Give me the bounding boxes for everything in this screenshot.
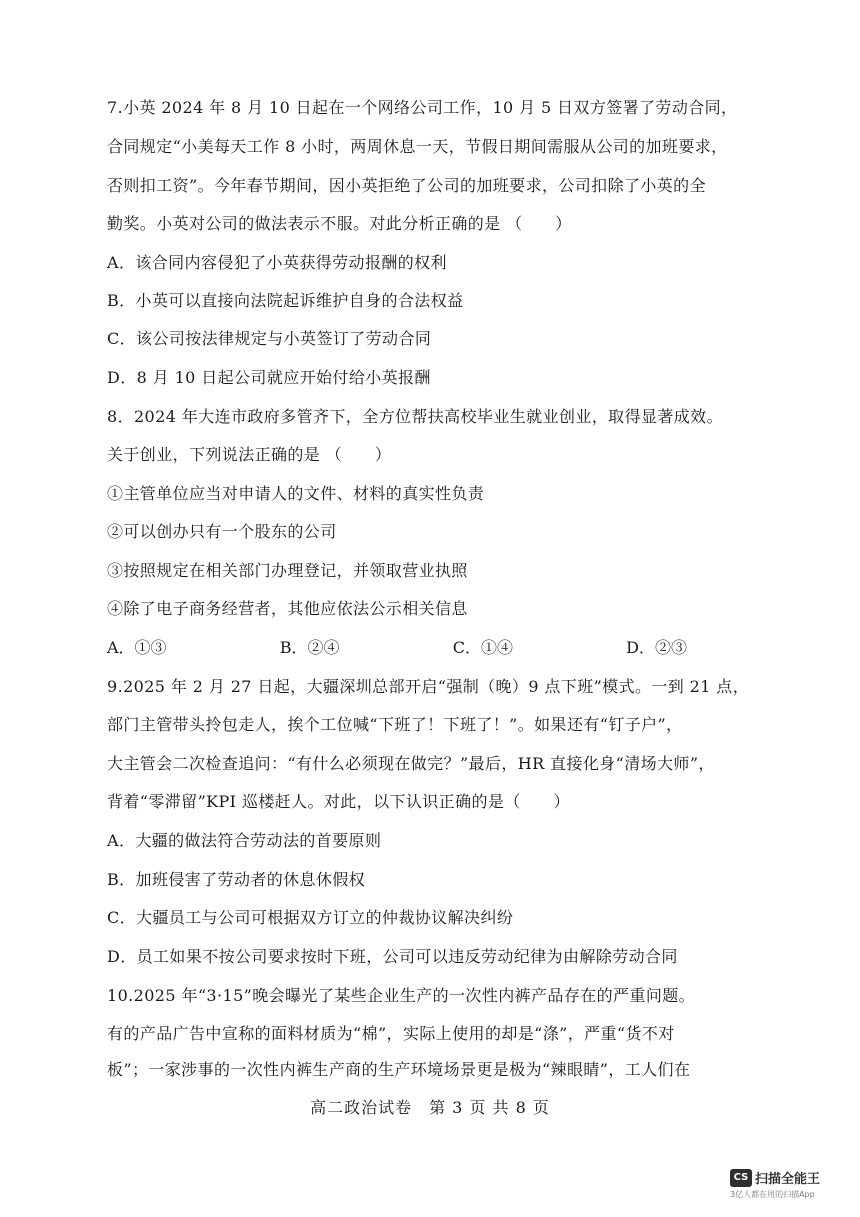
q9-stem-line-2: 部门主管带头拎包走人，挨个工位喊“下班了！下班了！”。如果还有“钉子户”， (107, 715, 683, 734)
q10-stem-line-3: 板”；一家涉事的一次性内裤生产商的生产环境场景更是极为“辣眼睛”，工人们在 (107, 1060, 691, 1079)
camscanner-logo-icon: CS (730, 1169, 752, 1187)
watermark-name: 扫描全能王 (755, 1172, 821, 1187)
q10-stem-line-1: 10.2025 年“3·15”晚会曝光了某些企业生产的一次性内裤产品存在的严重问题。 (107, 986, 696, 1005)
q7-stem-line-2: 合同规定“小美每天工作 8 小时，两周休息一天，节假日期间需服从公司的加班要求， (107, 137, 728, 156)
q9-option-b: B．加班侵害了劳动者的休息休假权 (107, 870, 366, 889)
q9-option-d: D．员工如果不按公司要求按时下班，公司可以违反劳动纪律为由解除劳动合同 (107, 947, 678, 966)
q7-option-a: A．该合同内容侵犯了小英获得劳动报酬的权利 (107, 253, 447, 272)
q7-option-c: C．该公司按法律规定与小英签订了劳动合同 (107, 329, 432, 348)
q8-stem-line-2: 关于创业，下列说法正确的是 （ ） (107, 445, 392, 464)
q7-stem-line-1: 7.小英 2024 年 8 月 10 日起在一个网络公司工作，10 月 5 日双方签署了劳动合同， (107, 98, 738, 117)
q10-stem-line-2: 有的产品广告中宣称的面料材质为“棉”，实际上使用的却是“涤”，严重“货不对 (107, 1024, 675, 1043)
q9-option-a: A．大疆的做法符合劳动法的首要原则 (107, 831, 382, 850)
q7-option-d: D．8 月 10 日起公司就应开始付给小英报酬 (107, 368, 431, 387)
q8-choice-d: D．②③ (626, 638, 687, 657)
q9-option-c: C．大疆员工与公司可根据双方订立的仲裁协议解决纠纷 (107, 908, 514, 927)
q7-option-b: B．小英可以直接向法院起诉维护自身的合法权益 (107, 291, 464, 310)
q8-choices-row (107, 637, 687, 659)
page-footer: 高二政治试卷 第 3 页 共 8 页 (310, 1098, 550, 1117)
q9-stem-line-4: 背着“零滞留”KPI 巡楼赶人。对此，以下认识正确的是（ ） (107, 792, 570, 811)
q9-stem-line-3: 大主管会二次检查追问：“有什么必须现在做完？”最后，HR 直接化身“清场大师”， (107, 754, 715, 773)
q8-item-3: ③按照规定在相关部门办理登记，并领取营业执照 (107, 561, 468, 580)
q8-stem-line-1: 8．2024 年大连市政府多管齐下，全方位帮扶高校毕业生就业创业，取得显著成效。 (107, 407, 723, 426)
q8-choice-c: C．①④ (452, 638, 513, 657)
q7-stem-line-4: 勤奖。小英对公司的做法表示不服。对此分析正确的是 （ ） (107, 214, 572, 233)
q7-stem-line-3: 否则扣工资”。今年春节期间，因小英拒绝了公司的加班要求，公司扣除了小英的全 (107, 176, 706, 195)
q8-choice-a: A．①③ (107, 638, 167, 657)
q9-stem-line-1: 9.2025 年 2 月 27 日起，大疆深圳总部开启“强制（晚）9 点下班”模式。一到 21 点， (107, 677, 750, 696)
q8-item-1: ①主管单位应当对申请人的文件、材料的真实性负责 (107, 484, 485, 503)
q8-choice-b: B．②④ (279, 638, 340, 657)
watermark-subtitle: 3亿人都在用的扫描App (730, 1190, 815, 1199)
q8-item-4: ④除了电子商务经营者，其他应依法公示相关信息 (107, 599, 468, 618)
q8-item-2: ②可以创办只有一个股东的公司 (107, 522, 337, 541)
scanner-watermark (730, 1167, 840, 1200)
